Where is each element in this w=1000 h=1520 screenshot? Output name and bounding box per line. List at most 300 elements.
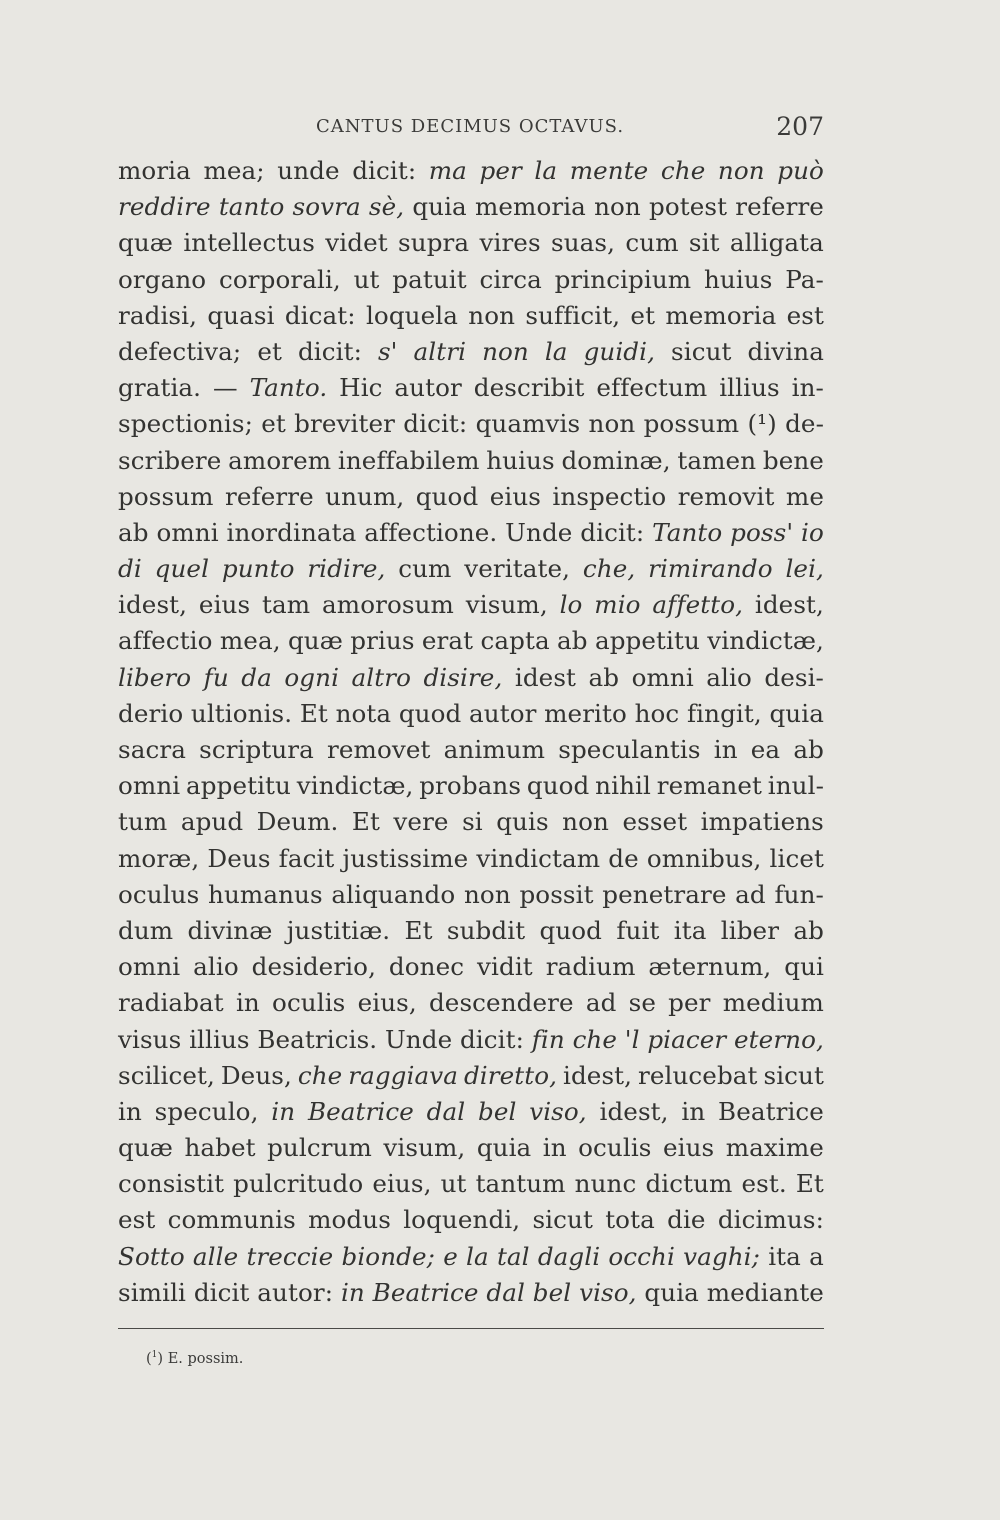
word: referre [735,192,824,222]
text-line [118,262,824,298]
word: vidit [477,952,533,982]
word: dicit: [459,1024,524,1054]
word: probans [419,771,522,801]
word: erat [421,626,474,656]
word: idest, [118,590,188,620]
word: ab [118,517,149,547]
word: quia [769,698,824,728]
word: fuit [616,915,660,945]
word: autor: [257,1277,334,1307]
word: vindictæ, [296,771,414,801]
word: amorem [228,445,332,475]
word: prius [350,626,415,656]
word: breviter [294,409,395,439]
word: oculis [578,1133,652,1163]
word: per [668,988,711,1018]
word: sufficit, [525,300,621,330]
word: autor [469,698,537,728]
word: in [118,1096,142,1126]
word: Hic [339,373,383,403]
text-line [118,1058,824,1094]
word: eius [198,590,251,620]
word: Tanto. [249,373,328,403]
word: la [466,1241,489,1271]
word: eius [662,1133,715,1163]
word: possit [519,879,594,909]
word: in [235,988,260,1018]
word: se [628,988,656,1018]
word: sit [688,228,720,258]
word: dal [486,1277,525,1307]
text-line [118,225,824,261]
word: a [809,1241,824,1271]
word: humanus [208,879,323,909]
text-line [118,623,824,659]
word: nihil [595,771,651,801]
word: est [786,300,824,330]
word: sè, [368,192,405,222]
word: si [462,807,483,837]
word: eius [489,481,541,511]
word: relucebat [638,1060,758,1090]
word: radisi, [118,300,198,330]
word: omni [631,662,694,692]
word: mea, [219,626,281,656]
word: Tanto [652,517,723,547]
word: quis [496,807,549,837]
word: dicit: [297,336,362,366]
word: Beatricis. [257,1024,378,1054]
word: justitiæ. [286,915,391,945]
text-line [118,334,824,370]
word: non [482,336,529,366]
word: divina [747,336,824,366]
text-line [118,660,824,696]
word: licet [769,843,824,873]
word: bel [477,1096,517,1126]
word: et [261,409,286,439]
word: tantum [475,1169,566,1199]
word: ita [768,1241,801,1271]
text-line [118,153,824,189]
word: nunc [574,1169,637,1199]
word: capta [480,626,550,656]
word: Beatrice [372,1277,479,1307]
word: et [257,336,282,366]
word: non [463,879,511,909]
text-line [118,804,824,840]
text-line [118,768,824,804]
word: omni [118,771,181,801]
word: oculis [272,988,346,1018]
word: possum [118,481,214,511]
word: unum, [325,481,405,511]
word: facit [278,843,335,873]
word: organo [118,264,207,294]
word: esset [622,807,688,837]
word: removit [677,481,775,511]
word: fun- [774,879,824,909]
word: die [667,1205,706,1235]
word: communis [167,1205,296,1235]
word: Deum. [256,807,339,837]
word: corporali, [218,264,341,294]
word: unde [277,156,340,185]
word: tal [496,1241,530,1271]
word: veritate, [464,554,571,584]
word: ultionis. [190,698,293,728]
text-line [118,1202,824,1238]
word: mediante [706,1277,824,1307]
word: ut [440,1169,467,1199]
word: patuit [392,264,467,294]
word: bene [762,445,824,475]
word: animum [443,735,546,764]
word: referre [224,481,314,511]
text-line [118,298,824,334]
word: lei, [785,554,824,584]
word: ridire, [307,554,386,584]
word: dicit: [403,409,468,439]
word: bionde; [341,1241,436,1271]
word: qui [784,952,824,982]
word: in [542,1133,567,1163]
word: da [241,662,272,692]
word: in [681,1096,706,1126]
word: (¹) [747,409,777,439]
text-line [118,1130,824,1166]
word: scribere [118,445,222,475]
word: merito [544,698,627,728]
word: eius, [372,1169,432,1199]
text-line [118,515,824,551]
word: possum [643,409,740,439]
word: habet [184,1133,256,1163]
word: che [297,1060,343,1090]
word: eterno, [734,1024,824,1054]
word: non [594,192,641,222]
word: Beatrice [307,1096,414,1126]
word: illius [189,1024,250,1054]
word: sovra [292,192,361,222]
word: sicut [763,1060,824,1090]
text-line [118,479,824,515]
running-head [316,112,824,146]
word: memoria [474,192,586,222]
word: modus [308,1205,391,1235]
word: Pa- [785,264,824,294]
word: punto [221,554,295,584]
text-line [118,1239,824,1275]
word: ogni [284,662,340,692]
word: divinæ [187,915,273,945]
word: medium [722,988,824,1018]
word: penetrare [602,879,727,909]
word: desi- [764,662,824,692]
word: aliquando [331,879,456,909]
word: cum [625,228,679,258]
word: oculus [118,879,200,909]
word: non [717,156,765,185]
word: quod [526,771,590,801]
word: affetto, [652,590,744,620]
word: sacra [118,735,186,764]
word: vindictam [476,843,601,873]
word: non [562,807,609,837]
word: Unde [505,517,573,547]
word: quia [644,1277,699,1307]
word: libero [118,662,192,692]
word: impatiens [700,807,824,837]
word: sicut [532,1205,593,1235]
word: altro [351,662,411,692]
word: quia [476,1133,532,1163]
word: visum, [383,1133,466,1163]
word: fingit, [686,698,762,728]
word: speculantis [558,735,701,764]
word: dagli [537,1241,601,1271]
word: pulcrum [267,1133,372,1163]
word: Beatrice [718,1096,824,1126]
word: guidi, [583,336,656,366]
word: inordinata [226,517,357,547]
footnote-text: E. possim. [167,1350,244,1367]
word: nota [335,698,392,728]
word: in [713,735,738,764]
text-line [118,370,824,406]
word: quasi [207,300,275,330]
word: alle [192,1241,239,1271]
word: suas, [551,228,616,258]
word: ab [557,626,588,656]
word: loquendi, [403,1205,521,1235]
word: subdit [446,915,526,945]
word: removet [327,735,431,764]
word: principium [554,264,692,294]
word: omni [156,517,219,547]
word: de [608,843,639,873]
word: e [443,1241,458,1271]
word: appetitu [186,771,291,801]
word: tum [118,807,168,837]
word: fin [531,1024,565,1054]
text-line [118,406,824,442]
word: et [630,300,656,330]
word: ad [735,879,766,909]
footnote-marker: 1 [151,1350,158,1360]
word: remanet [656,771,762,801]
word: maxime [725,1133,824,1163]
word: idest [514,662,577,692]
word: quæ [287,626,343,656]
word: Et [299,698,328,728]
word: ita [673,915,707,945]
text-line [118,985,824,1021]
word: dominæ, [561,445,671,475]
word: est [118,1205,156,1235]
text-line [118,1094,824,1130]
word: amorosum [322,590,454,620]
word: la [534,156,558,185]
word: eius, [357,988,417,1018]
word: tanto [218,192,285,222]
word: dicit: [352,156,417,185]
word: ab [793,735,824,764]
word: ea [750,735,781,764]
word: può [777,156,824,185]
word: quamvis [475,409,581,439]
word: Deus [207,843,271,873]
word: ab [793,915,824,945]
word: dicat: [284,300,356,330]
word: in- [791,373,824,403]
word: non [588,409,636,439]
word: defectiva; [118,336,242,366]
word: vere [393,807,449,837]
word: reddire [118,192,211,222]
word: lo [559,590,583,620]
word: alio [706,662,752,692]
word: affectione. [364,517,498,547]
word: piacer [647,1024,727,1054]
word: ab [588,662,620,692]
text-line [118,949,824,985]
word: io [801,517,824,547]
word: idest, [754,590,824,620]
footnote: ($^1$) E. possim. [146,1350,244,1367]
word: dal [426,1096,466,1126]
word: liber [720,915,780,945]
word: æternum, [648,952,772,982]
text-line [118,696,824,732]
word: sicut [671,336,732,366]
word: diretto, [463,1060,558,1090]
word: 'l [624,1024,640,1054]
running-title: CANTUS DECIMUS OCTAVUS. [316,116,625,137]
word: Unde [384,1024,453,1054]
word: che, [582,554,636,584]
word: ma [428,156,467,185]
word: moræ, [118,843,200,873]
word: intellectus [183,228,315,258]
word: idest, [562,1060,633,1090]
word: apud [180,807,244,837]
word: tota [605,1205,655,1235]
word: moria [118,156,191,185]
word: me [785,481,824,511]
text-line [118,1166,824,1202]
word: simili [118,1277,187,1307]
word: circa [479,264,542,294]
word: quæ [118,1133,173,1163]
word: quel [154,554,210,584]
text-line [118,913,824,949]
word: scriptura [199,735,314,764]
word: potest [649,192,728,222]
word: alligata [729,228,824,258]
word: viso, [529,1096,587,1126]
word: spectionis; [118,409,253,439]
word: desiderio, [251,952,376,982]
word: mente [569,156,649,185]
word: describit [473,373,585,403]
word: supra [398,228,470,258]
word: de- [785,409,824,439]
word: inul- [767,771,824,801]
word: appetitu [594,626,700,656]
word: omnibus, [646,843,762,873]
word: treccie [246,1241,334,1271]
word: rimirando [648,554,773,584]
word: raggiava [348,1060,459,1090]
word: Et [404,915,433,945]
word: non [468,300,516,330]
word: dicit: [580,517,645,547]
word: effectum [596,373,708,403]
word: bel [532,1277,572,1307]
text-line [118,841,824,877]
word: affectio [118,626,213,656]
word: huius [486,445,555,475]
word: cum [398,554,452,584]
word: che [660,156,706,185]
word: fu [203,662,229,692]
word: Deus, [220,1060,292,1090]
word: visus [118,1024,182,1054]
text-line [118,1275,824,1311]
word: justissime [342,843,469,873]
word: disire, [423,662,503,692]
word: descendere [428,988,574,1018]
word: quod [398,698,462,728]
word: quod [415,481,479,511]
word: videt [325,228,388,258]
word: gratia. [118,373,202,403]
word: vires [479,228,541,258]
word: che [572,1024,618,1054]
word: inspectio [552,481,667,511]
footnote-rule [118,1328,824,1329]
word: memoria [665,300,777,330]
text-line [118,732,824,768]
word: radiabat [118,988,224,1018]
word: donec [388,952,465,982]
word: speculo, [154,1096,259,1126]
text-line [118,587,824,623]
word: est. [741,1169,787,1199]
word: dicimus: [717,1205,824,1235]
word: pulcritudo [233,1169,364,1199]
word: scilicet, [118,1060,215,1090]
word: autor [394,373,462,403]
text-line [118,877,824,913]
word: altri [413,336,467,366]
word: visum, [465,590,548,620]
word: illius [719,373,780,403]
word: in [271,1096,296,1126]
word: la [544,336,568,366]
word: loquela [365,300,458,330]
word: s' [377,336,398,366]
word: Sotto [118,1241,185,1271]
word: ineffabilem [337,445,480,475]
word: consistit [118,1169,225,1199]
word: vindictæ, [707,626,824,656]
text-line [118,189,824,225]
word: per [479,156,522,185]
word: mea; [203,156,265,185]
page-number: 207 [776,112,824,141]
